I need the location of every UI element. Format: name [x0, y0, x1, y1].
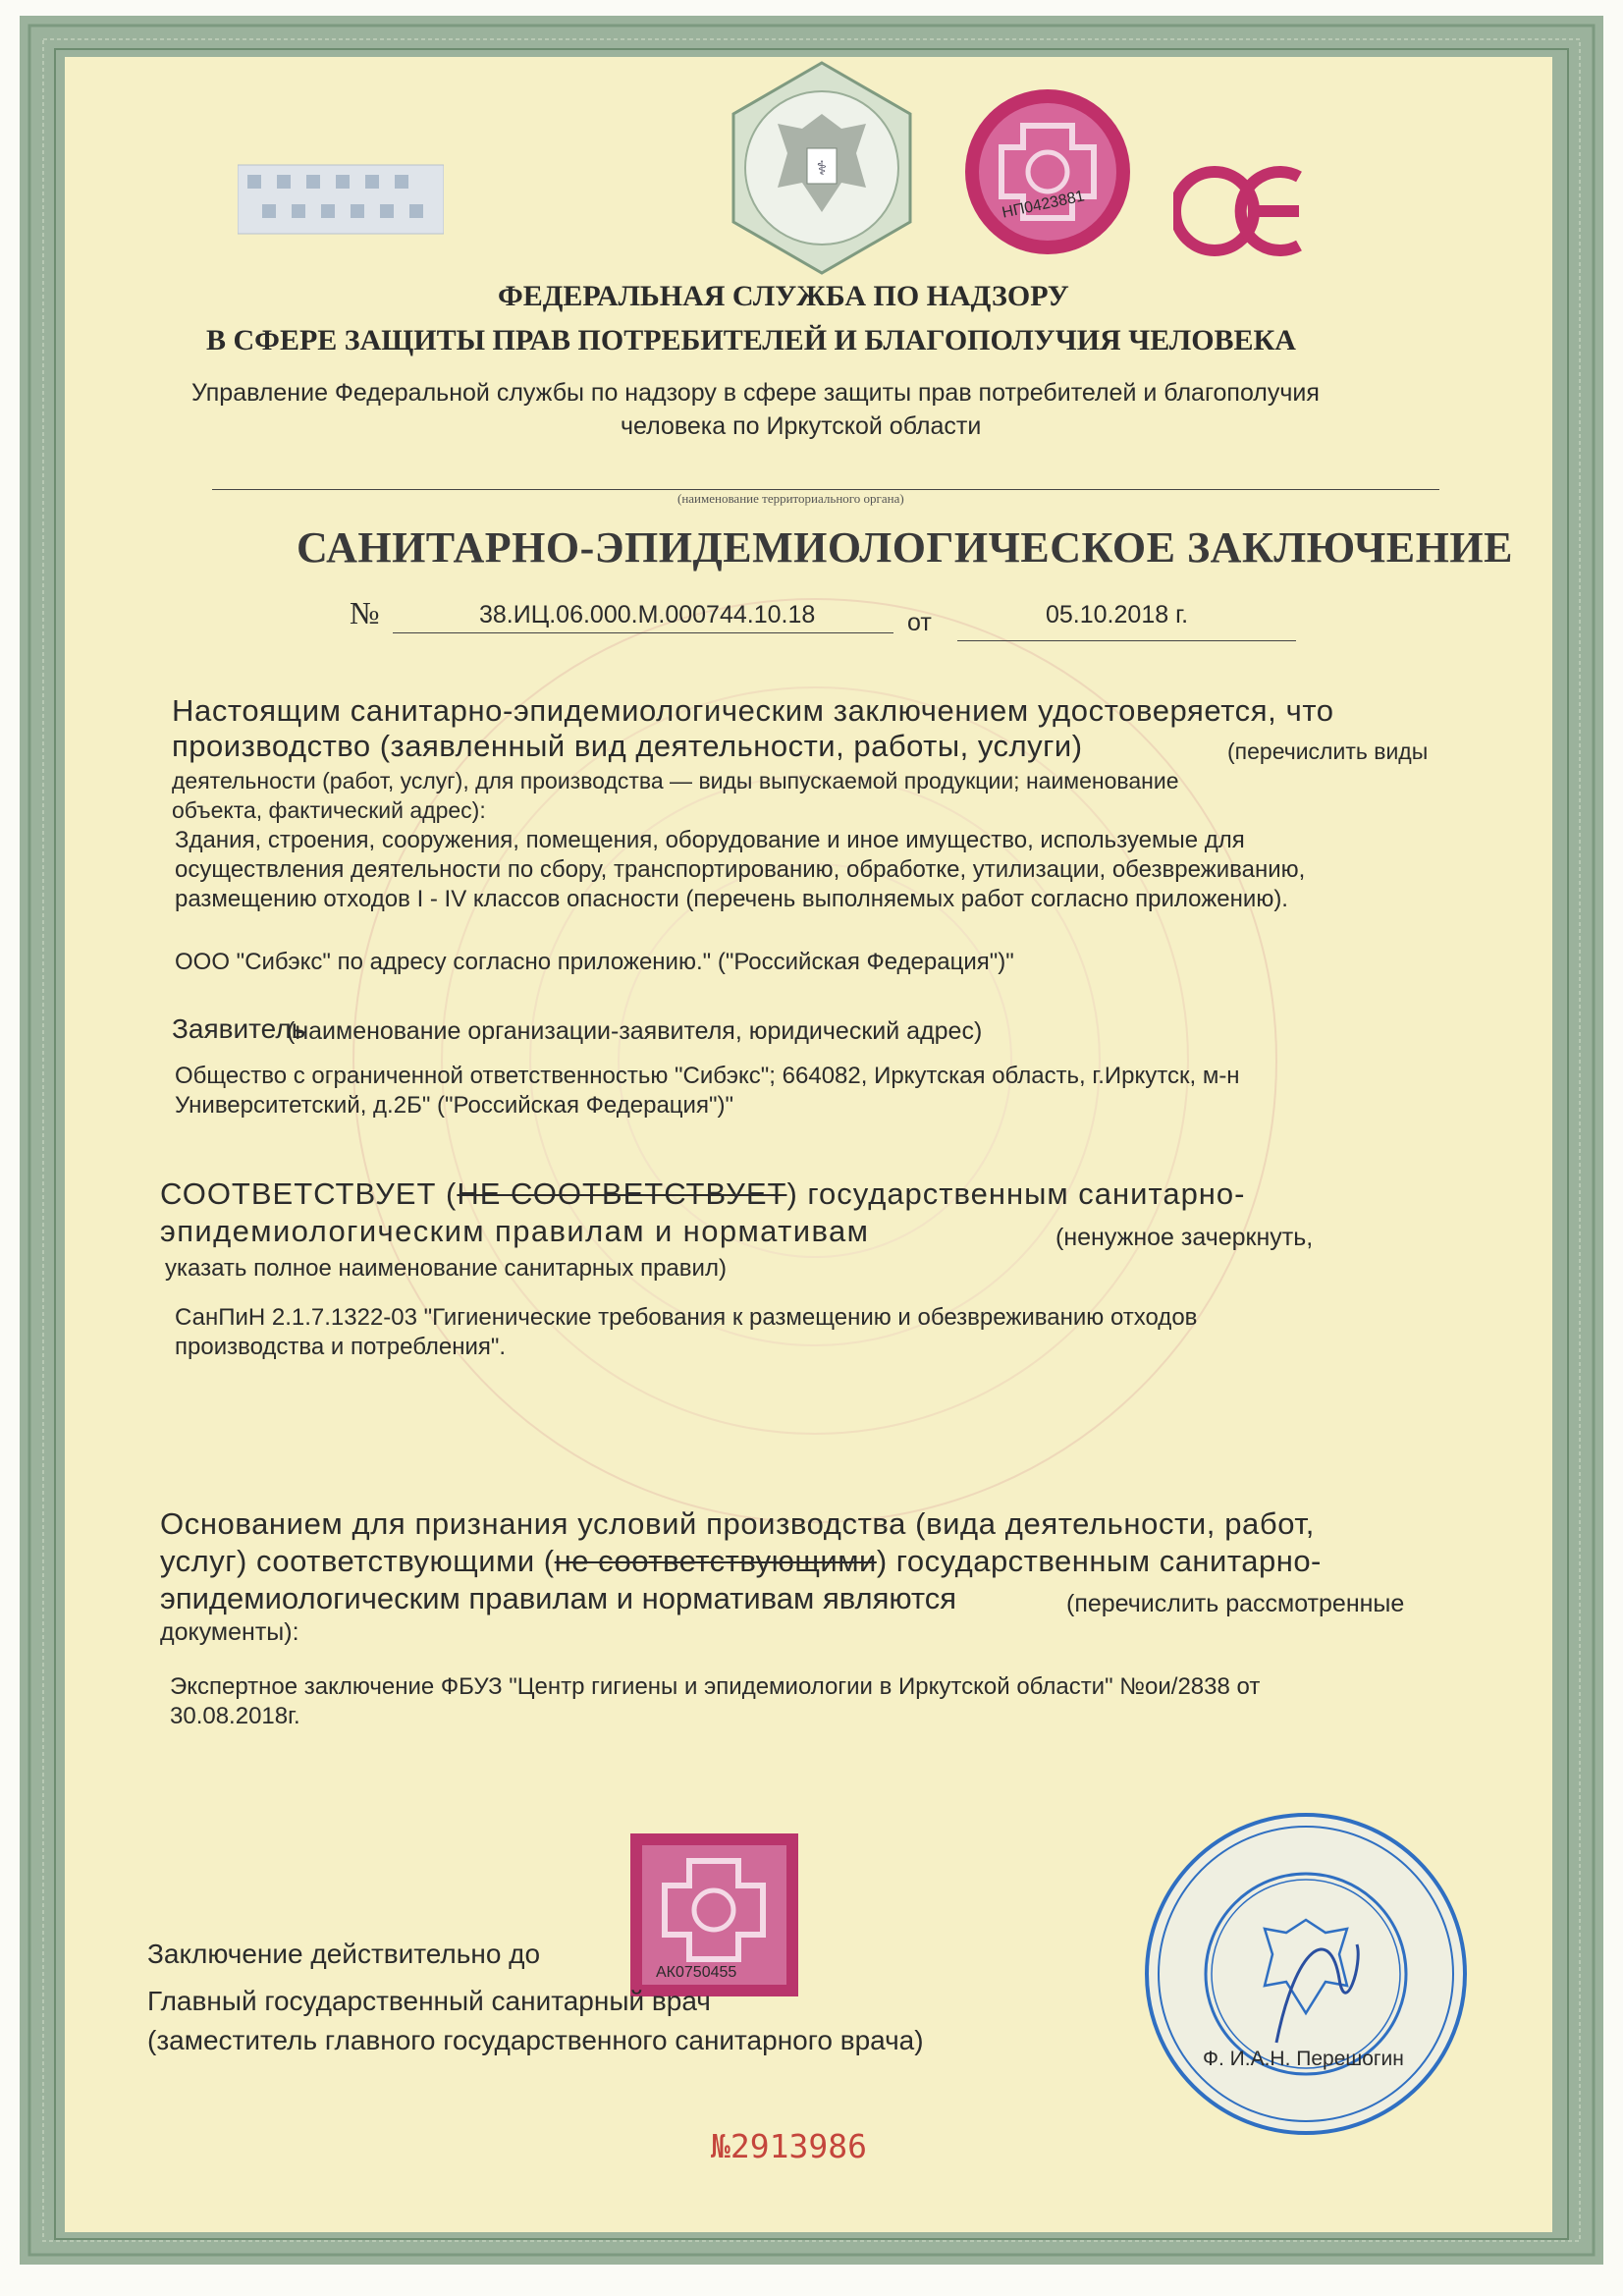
basis-line-2-end: ) государственным санитарно- — [876, 1544, 1322, 1578]
department-line-2: человека по Иркутской области — [621, 412, 982, 440]
object-line-2: осуществления деятельности по сбору, транспортированию, обработке, утилизации, обезвреживанию, — [175, 856, 1306, 883]
object-line-3: размещению отходов I - IV классов опасности (перечень выполняемых работ согласно приложению). — [175, 886, 1288, 912]
agency-line-1: ФЕДЕРАЛЬНАЯ СЛУЖБА ПО НАДЗОРУ — [498, 280, 1069, 312]
expert-line-1: Экспертное заключение ФБУЗ "Центр гигиены и эпидемиологии в Иркутской области" №ои/2838 от — [170, 1673, 1261, 1700]
object-line-1: Здания, строения, сооружения, помещения, оборудование и иное имущество, используемые для — [175, 827, 1245, 853]
object-line-4: ООО "Сибэкс" по адресу согласно приложению." ("Российская Федерация")" — [175, 949, 1014, 975]
intro-line-3: деятельности (работ, услуг), для производства — виды выпускаемой продукции; наименование — [172, 768, 1179, 793]
chief-doctor-line-2: (заместитель главного государственного санитарного врача) — [147, 2025, 924, 2055]
basis-line-4: документы): — [160, 1618, 299, 1646]
bottom-hologram-number: АК0750455 — [656, 1964, 737, 1981]
intro-line-2-note: (перечислить виды — [1227, 738, 1429, 764]
basis-line-3-note: (перечислить рассмотренные — [1066, 1590, 1405, 1617]
conform-paren: ( — [446, 1176, 458, 1211]
basis-line-3: эпидемиологическим правилам и нормативам являются — [160, 1581, 957, 1615]
hologram-seal-icon — [962, 86, 1134, 258]
applicant-note: (наименование организации-заявителя, юридический адрес) — [287, 1017, 983, 1045]
conformity-line-2: эпидемиологическим правилам и нормативам — [160, 1214, 870, 1248]
security-strip-icon — [238, 155, 444, 244]
intro-line-2: производство (заявленный вид деятельности, работы, услуги) — [172, 729, 1083, 763]
intro-line-1: Настоящим санитарно-эпидемиологическим заключением удостоверяется, что — [172, 693, 1334, 728]
department-line-1: Управление Федеральной службы по надзору в сфере защиты прав потребителей и благополучия — [191, 379, 1320, 407]
chief-doctor-line-1: Главный государственный санитарный врач — [147, 1986, 711, 2016]
department-caption: (наименование территориального органа) — [677, 491, 904, 506]
conformity-line-1 — [160, 1176, 1246, 1212]
se-mark-logo — [1173, 157, 1311, 265]
conformity-line-3: указать полное наименование санитарных правил) — [165, 1255, 727, 1282]
signer-name: Ф. И.А.Н. Перешогин — [1203, 2048, 1404, 2070]
conform-rest: ) государственным санитарно- — [786, 1176, 1246, 1211]
basis-struck-text: не соответствующими — [554, 1544, 877, 1578]
valid-until-label: Заключение действительно до — [147, 1939, 541, 1969]
basis-line-2-start: услуг) соответствующими ( — [160, 1544, 555, 1578]
intro-line-4: объекта, фактический адрес): — [172, 797, 486, 823]
certificate-date: 05.10.2018 г. — [1046, 601, 1189, 629]
department-underline — [212, 489, 1439, 490]
conform-struck-text: НЕ СООТВЕТСТВУЕТ — [457, 1176, 787, 1211]
coat-of-arms-emblem — [709, 55, 935, 281]
round-official-stamp — [1129, 1807, 1483, 2141]
agency-line-2: В СФЕРЕ ЗАЩИТЫ ПРАВ ПОТРЕБИТЕЛЕЙ И БЛАГОПОЛУЧИЯ ЧЕЛОВЕКА — [206, 324, 1296, 356]
certificate-number: 38.ИЦ.06.000.М.000744.10.18 — [479, 601, 816, 629]
conform-word: СООТВЕТСТВУЕТ — [160, 1176, 437, 1211]
sanpin-line-2: производства и потребления". — [175, 1334, 507, 1360]
date-from-label: от — [907, 609, 932, 636]
svg-text:⚕: ⚕ — [816, 156, 828, 180]
applicant-label: Заявитель — [172, 1013, 306, 1044]
basis-line-1: Основанием для признания условий производства (вида деятельности, работ, — [160, 1506, 1315, 1541]
date-underline — [957, 640, 1296, 641]
number-sign: № — [350, 595, 380, 630]
conformity-line-2-note: (ненужное зачеркнуть, — [1055, 1224, 1314, 1251]
expert-line-2: 30.08.2018г. — [170, 1703, 300, 1729]
form-number: №2913986 — [711, 2127, 867, 2165]
hologram-number: НП0423881 — [1001, 188, 1087, 222]
applicant-line-1: Общество с ограниченной ответственностью "Сибэкс"; 664082, Иркутская область, г.Иркутск, м-н — [175, 1063, 1240, 1089]
basis-line-2 — [160, 1544, 1322, 1579]
sanpin-line-1: СанПиН 2.1.7.1322-03 "Гигиенические требования к размещению и обезвреживанию отходов — [175, 1304, 1198, 1331]
applicant-line-2: Университетский, д.2Б" ("Российская Федерация")" — [175, 1092, 733, 1119]
document-title: САНИТАРНО-ЭПИДЕМИОЛОГИЧЕСКОЕ ЗАКЛЮЧЕНИЕ — [297, 523, 1513, 572]
number-underline — [393, 632, 893, 633]
